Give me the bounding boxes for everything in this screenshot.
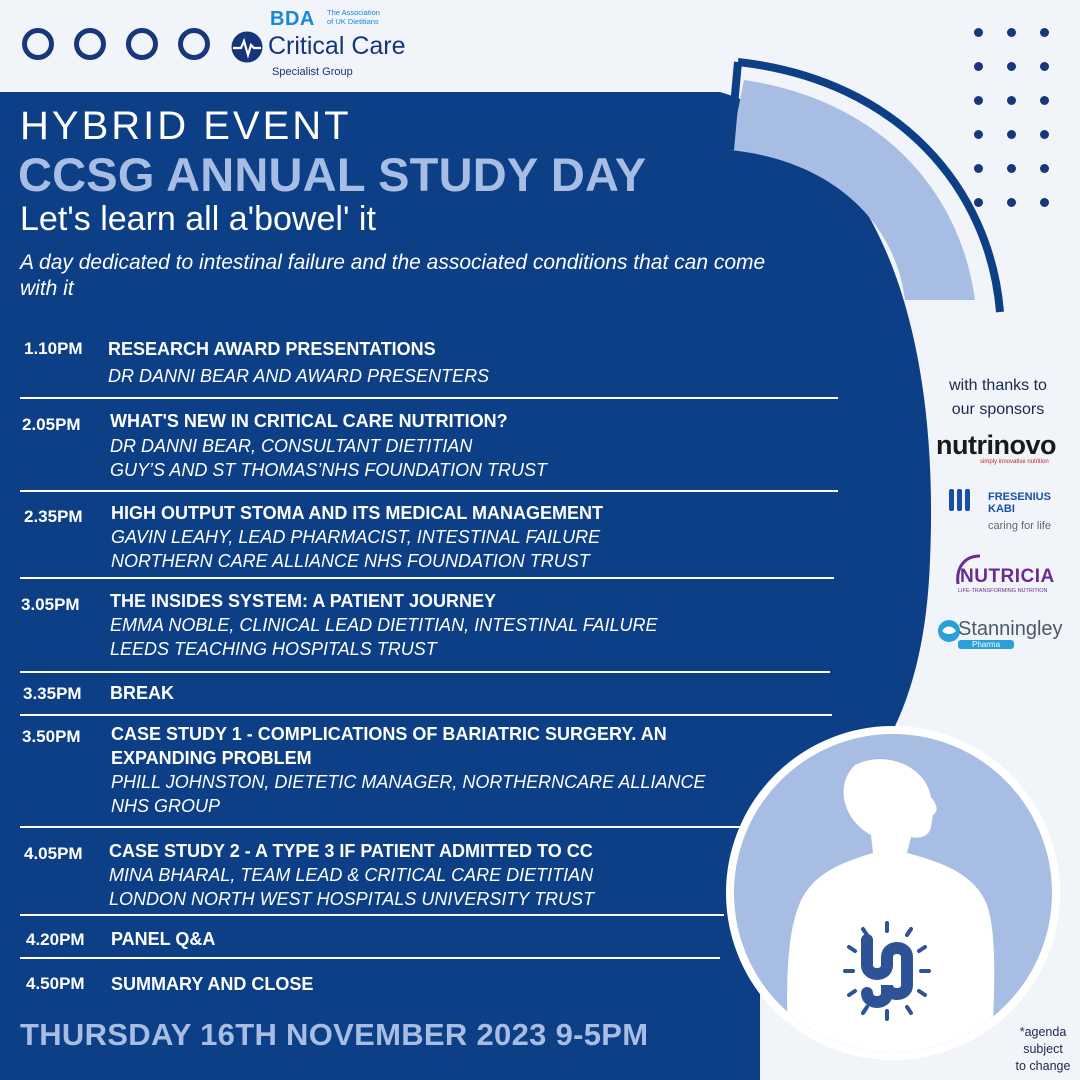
group-name: Critical Care — [268, 32, 406, 60]
ring-icon — [74, 28, 106, 60]
agenda-speaker: DR DANNI BEAR AND AWARD PRESENTERS — [108, 366, 490, 386]
stanningley-tagline: Pharma — [958, 640, 1014, 649]
sponsors-heading-line: with thanks to — [949, 377, 1047, 394]
agenda-note — [1008, 1024, 1078, 1075]
agenda-note-line: *agenda — [1019, 1025, 1067, 1039]
agenda-title: SUMMARY AND CLOSE — [111, 974, 314, 994]
agenda-title: EXPANDING PROBLEM — [111, 748, 312, 768]
agenda-title: CASE STUDY 2 - A TYPE 3 IF PATIENT ADMITTED TO CC — [109, 841, 593, 861]
divider — [20, 397, 838, 399]
sponsor-nutrinovo — [936, 430, 1076, 465]
ring-icon — [178, 28, 210, 60]
agenda-title: RESEARCH AWARD PRESENTATIONS — [108, 339, 436, 359]
agenda-note-line: to change — [1015, 1059, 1071, 1073]
agenda-title: THE INSIDES SYSTEM: A PATIENT JOURNEY — [110, 591, 497, 611]
agenda-time: 3.05PM — [21, 595, 80, 614]
sponsors-heading-line: our sponsors — [951, 401, 1045, 418]
agenda-title: PANEL Q&A — [111, 929, 216, 949]
page-description: A day dedicated to intestinal failure and the associated conditions that can come with it — [20, 251, 766, 300]
page-title: CCSG ANNUAL STUDY DAY — [18, 148, 647, 201]
agenda-time: 3.35PM — [23, 684, 82, 703]
agenda-note-line: subject — [1023, 1042, 1063, 1056]
group-subtitle: Specialist Group — [272, 66, 353, 78]
agenda-speaker: EMMA NOBLE, CLINICAL LEAD DIETITIAN, INTESTINAL FAILURE — [110, 615, 658, 635]
agenda-speaker: NHS GROUP — [111, 796, 221, 816]
nutricia-tagline: LIFE-TRANSFORMING NUTRITION — [958, 588, 1048, 594]
agenda-time: 4.50PM — [26, 974, 85, 993]
agenda-time: 4.05PM — [24, 844, 83, 863]
agenda-speaker: GUY’S AND ST THOMAS’NHS FOUNDATION TRUST — [110, 460, 548, 480]
agenda-title: BREAK — [110, 683, 175, 703]
agenda-speaker: MINA BHARAL, TEAM LEAD & CRITICAL CARE DIETITIAN — [109, 865, 594, 885]
sponsors-heading — [930, 374, 1066, 422]
decorative-dot-grid — [974, 28, 1049, 207]
nutrinovo-tagline: simply innovative nutrition — [980, 459, 1049, 465]
agenda-speaker: NORTHERN CARE ALLIANCE NHS FOUNDATION TRUST — [111, 551, 590, 571]
agenda-speaker: DR DANNI BEAR, CONSULTANT DIETITIAN — [110, 436, 473, 456]
fresenius-name: KABI — [988, 503, 1015, 515]
agenda-time: 2.35PM — [24, 507, 83, 526]
fresenius-name: FRESENIUS — [988, 491, 1051, 503]
agenda-time: 1.10PM — [24, 339, 83, 358]
nutrinovo-logo: nutrinovo — [936, 430, 1056, 460]
divider — [20, 914, 724, 916]
agenda-speaker: LONDON NORTH WEST HOSPITALS UNIVERSITY TRUST — [109, 889, 595, 909]
agenda-speaker: LEEDS TEACHING HOSPITALS TRUST — [110, 639, 437, 659]
agenda-speaker: GAVIN LEAHY, LEAD PHARMACIST, INTESTINAL FAILURE — [111, 527, 601, 547]
event-type: HYBRID EVENT — [20, 104, 352, 148]
agenda-title: HIGH OUTPUT STOMA AND ITS MEDICAL MANAGEMENT — [111, 503, 603, 523]
divider — [20, 826, 760, 828]
decorative-rings — [22, 28, 210, 60]
divider — [20, 490, 838, 492]
stanningley-logo: Stanningley — [958, 618, 1063, 640]
agenda-time: 2.05PM — [22, 415, 81, 434]
heartbeat-icon — [230, 30, 264, 64]
divider — [20, 671, 830, 673]
divider — [20, 577, 834, 579]
agenda-speaker: PHILL JOHNSTON, DIETETIC MANAGER, NORTHERNCARE ALLIANCE — [111, 772, 706, 792]
agenda-time: 4.20PM — [26, 930, 85, 949]
divider — [20, 714, 832, 716]
event-date: THURSDAY 16TH NOVEMBER 2023 9-5PM — [20, 1017, 649, 1052]
bda-wordmark: BDA — [270, 8, 315, 30]
ring-icon — [126, 28, 158, 60]
human-body-illustration — [725, 725, 1065, 1065]
fresenius-tagline: caring for life — [988, 520, 1051, 532]
agenda-title: WHAT'S NEW IN CRITICAL CARE NUTRITION? — [110, 411, 508, 431]
agenda-title: CASE STUDY 1 - COMPLICATIONS OF BARIATRIC SURGERY. AN — [111, 724, 667, 744]
divider — [20, 957, 720, 959]
page-subtitle: Let's learn all a'bowel' it — [20, 200, 376, 238]
bda-tagline: The Association of UK Dietitians — [327, 8, 380, 26]
agenda-time: 3.50PM — [22, 727, 81, 746]
ring-icon — [22, 28, 54, 60]
nutricia-logo: NUTRICIA — [960, 566, 1055, 587]
fresenius-logo-icon — [946, 485, 976, 515]
